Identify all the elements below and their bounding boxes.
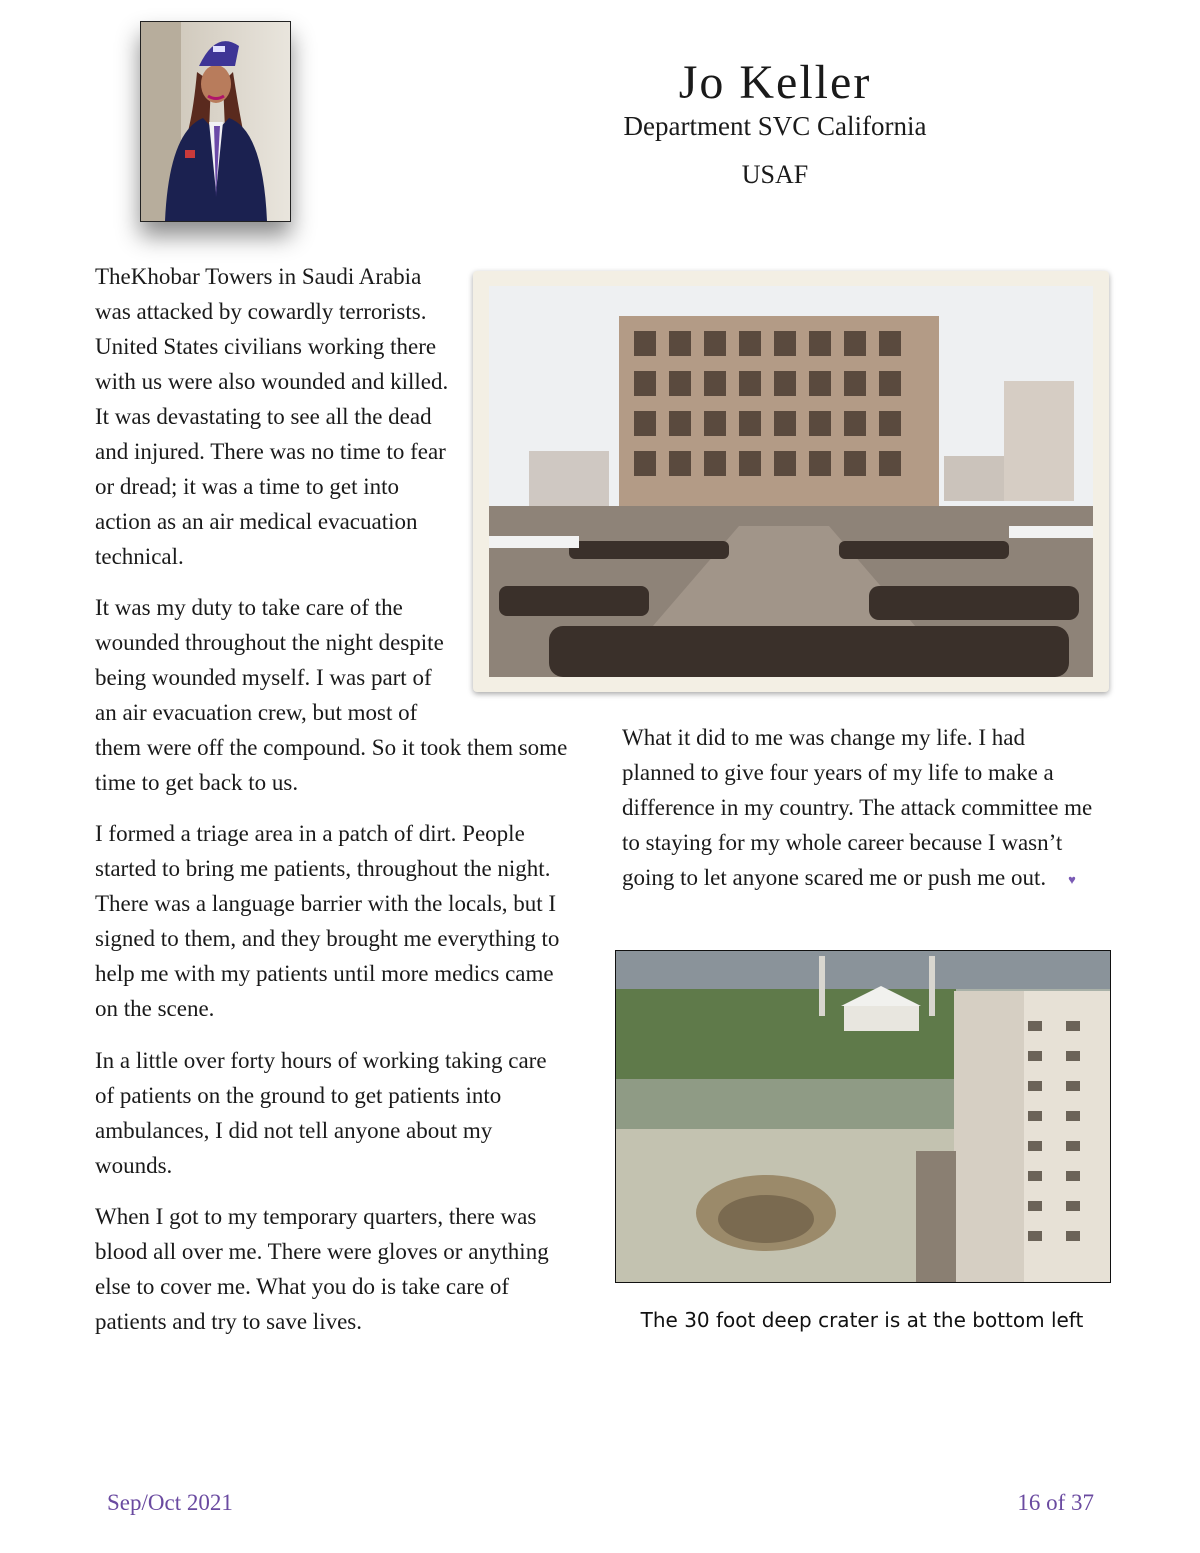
portrait-photo <box>141 22 290 221</box>
author-name: Jo Keller <box>678 56 872 109</box>
crater-photo <box>615 950 1111 1283</box>
article-paragraph-3: I formed a triage area in a patch of dirt. People started to bring me patients, throughout the night. There was a language barrier with the locals, but I signed to them, and they brought me everything to help me with my patients until more medics came on the scene. <box>95 821 560 1021</box>
department-label: Department SVC California <box>623 111 927 141</box>
article-paragraph-6 <box>622 720 1102 897</box>
bombed-building-photo <box>489 286 1093 677</box>
footer-page-number: 16 of 37 <box>1017 1490 1094 1515</box>
purple-heart-icon: ♥ <box>1068 872 1076 888</box>
photo-caption: The 30 foot deep crater is at the bottom left <box>640 1308 1084 1332</box>
article-paragraph-1: TheKhobar Towers in Saudi Arabia was attacked by cowardly terrorists. United States civilians working there with us were also wounded and killed. It was devastating to see all the dead and injured. There was no time to fear or dread; it was a time to get into action as an air medical evacuation technical. <box>95 264 449 569</box>
article-header <box>560 55 990 190</box>
khobar-towers-photo <box>489 286 1093 677</box>
branch-label: USAF <box>741 160 809 189</box>
article-paragraph-4: In a little over forty hours of working taking care of patients on the ground to get patients into ambulances, I did not tell anyone about my wounds. <box>95 1048 547 1178</box>
article-paragraph-5: When I got to my temporary quarters, there was blood all over me. There were gloves or anything else to cover me. What you do is take care of patients and try to save lives. <box>95 1204 549 1334</box>
footer-issue-date: Sep/Oct 2021 <box>107 1490 233 1515</box>
crater-aerial-photo <box>616 951 1110 1282</box>
article-paragraph-2-text: It was my duty to take care of the wounded throughout the night despite being wounded myself. I was part of an air evacuation crew, but most of them were off the compound. So it took them some time to get back to us. <box>95 595 568 795</box>
author-portrait <box>140 21 291 222</box>
article-paragraph-6-text: What it did to me was change my life. I had planned to give four years of my life to make a difference in my country. The attack committee me to staying for my whole career because I wasn’t going to let anyone scared me or push me out. <box>622 725 1093 890</box>
photo-frame <box>473 271 1109 692</box>
